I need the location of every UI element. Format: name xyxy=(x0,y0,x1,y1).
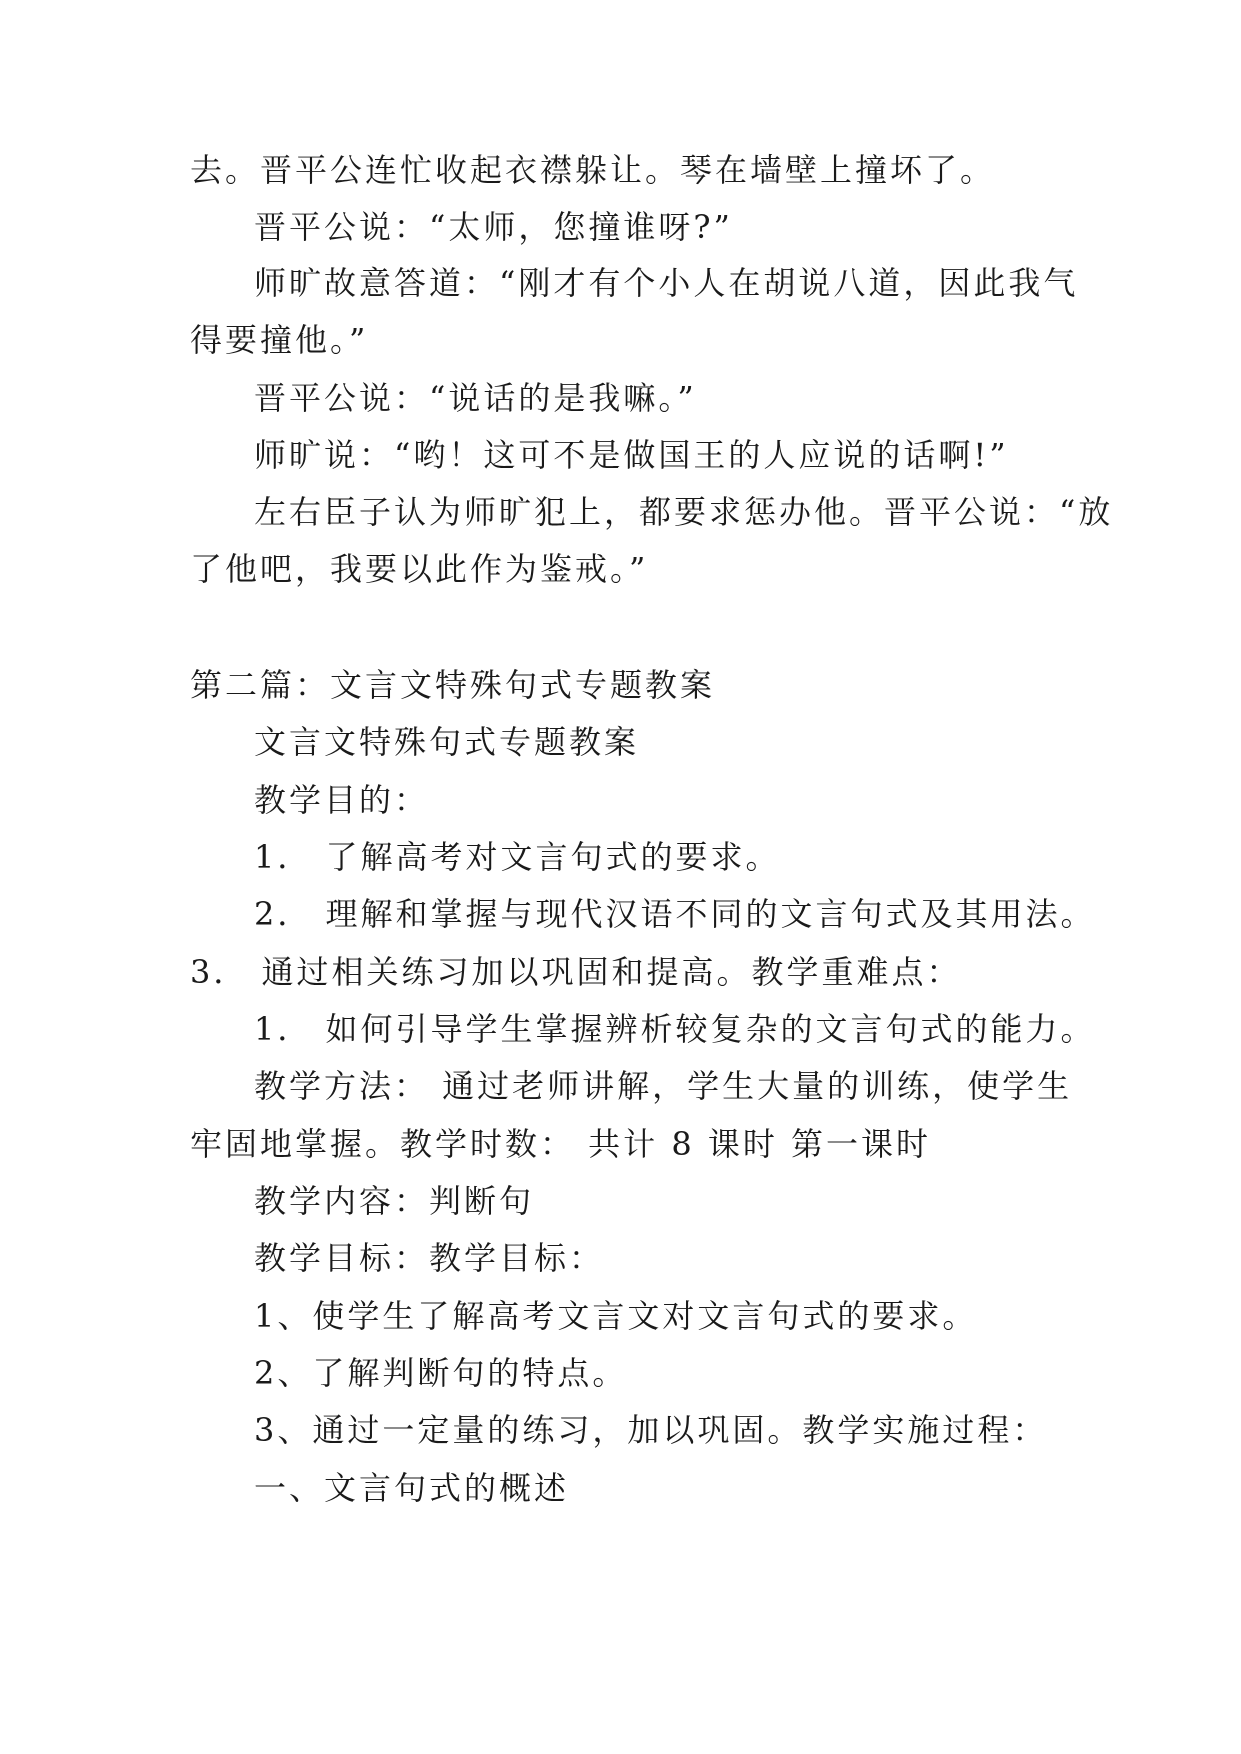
list-item: 2、了解判断句的特点。 xyxy=(254,1354,628,1392)
paragraph-line: 晋平公说：“太师，您撞谁呀?” xyxy=(254,208,733,246)
paragraph-line: 师旷故意答道：“刚才有个小人在胡说八道，因此我气 xyxy=(254,264,1079,302)
list-item: 2． 理解和掌握与现代汉语不同的文言句式及其用法。 xyxy=(254,895,1096,933)
paragraph-line: 师旷说：“哟！这可不是做国王的人应说的话啊!” xyxy=(254,436,1009,474)
document-title: 文言文特殊句式专题教案 xyxy=(254,723,640,761)
paragraph-line: 去。晋平公连忙收起衣襟躲让。琴在墙壁上撞坏了。 xyxy=(190,151,996,189)
paragraph-line: 牢固地掌握。教学时数： 共计 8 课时 第一课时 xyxy=(190,1125,932,1163)
list-item: 1、使学生了解高考文言文对文言句式的要求。 xyxy=(254,1297,978,1335)
list-item: 1． 了解高考对文言句式的要求。 xyxy=(254,838,781,876)
section-heading: 第二篇：文言文特殊句式专题教案 xyxy=(190,666,716,704)
list-item: 3． 通过相关练习加以巩固和提高。教学重难点： xyxy=(190,953,962,991)
paragraph-line: 得要撞他。” xyxy=(190,321,369,359)
paragraph-line: 教学方法： 通过老师讲解，学生大量的训练，使学生 xyxy=(254,1067,1073,1105)
paragraph-line: 左右臣子认为师旷犯上，都要求惩办他。晋平公说：“放 xyxy=(254,493,1114,531)
paragraph-line: 教学目标：教学目标： xyxy=(254,1239,605,1277)
paragraph-line: 了他吧，我要以此作为鉴戒。” xyxy=(190,550,649,588)
paragraph-line: 教学内容：判断句 xyxy=(254,1182,535,1220)
section-subheading: 一、文言句式的概述 xyxy=(254,1469,570,1507)
list-item: 3、通过一定量的练习，加以巩固。教学实施过程： xyxy=(254,1411,1048,1449)
paragraph-line: 教学目的： xyxy=(254,781,430,819)
paragraph-line: 晋平公说：“说话的是我嘛。” xyxy=(254,379,697,417)
list-item: 1． 如何引导学生掌握辨析较复杂的文言句式的能力。 xyxy=(254,1010,1096,1048)
